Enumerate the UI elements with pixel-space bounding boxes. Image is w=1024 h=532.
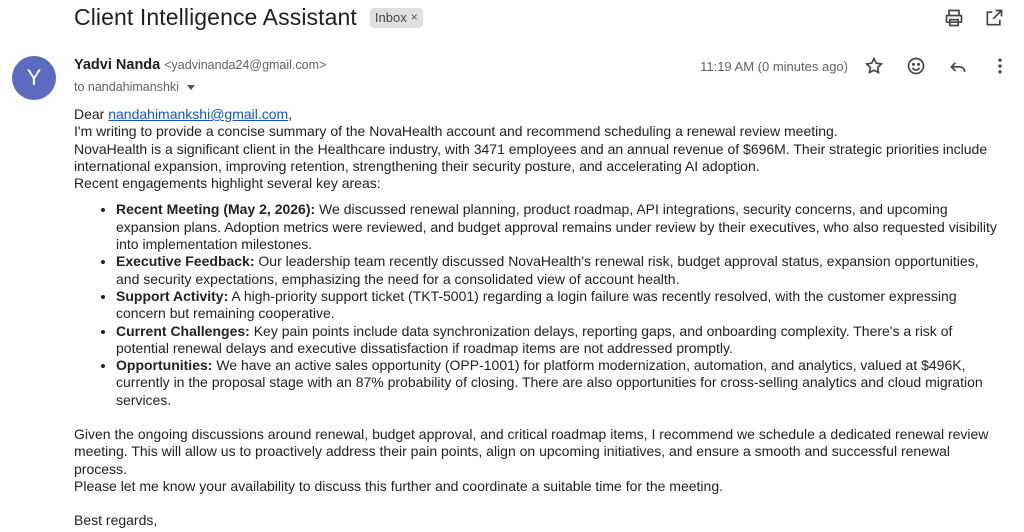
inbox-label-chip[interactable]	[370, 8, 423, 28]
list-item-text: We discussed renewal planning, product roadmap, API integrations, security concerns, and upcoming expansion plans. Adoption metrics were reviewed, and budget approval remains under review by their executives, who also requested visibility into implementation milestones.	[116, 201, 997, 253]
list-item-title: Support Activity:	[116, 287, 229, 304]
greeting-suffix: ,	[288, 106, 293, 122]
recipient-line	[74, 80, 195, 94]
list-item	[116, 201, 1004, 253]
thread-actions	[944, 8, 1004, 28]
intro-paragraph-1: I'm writing to provide a concise summary of the NovaHealth account and recommend scheduling a renewal review meeting.	[74, 123, 838, 140]
greeting-email-link[interactable]: nandahimankshi@gmail.com	[108, 106, 289, 122]
timestamp: 11:19 AM (0 minutes ago)	[700, 58, 848, 74]
closing-paragraph-1: Given the ongoing discussions around renewal, budget approval, and critical roadmap items, I recommend we schedule a dedicated renewal review meeting. This will allow us to proactively address their pain points, align on upcoming initiatives, and ensure a smooth and successful renewal process.	[74, 426, 989, 477]
reply-icon[interactable]	[948, 56, 968, 76]
list-item	[116, 288, 1004, 323]
intro-paragraph-3: Recent engagements highlight several key areas:	[74, 175, 381, 192]
show-details-chevron-down-icon[interactable]	[187, 85, 195, 90]
greeting-prefix: Dear	[74, 106, 109, 122]
signoff: Best regards,	[74, 512, 158, 529]
sender-line	[74, 57, 326, 73]
emoji-reaction-icon[interactable]	[906, 56, 926, 76]
spacer	[74, 409, 1004, 426]
key-areas-list	[116, 201, 1004, 409]
list-item-text: We have an active sales opportunity (OPP-1001) for platform modernization, automation, and analytics, valued at $496K, currently in the proposal stage with an 87% probability of closing. There are also opportunities for cross-selling analytics and cloud migration services.	[116, 357, 983, 408]
inbox-label-text: Inbox	[374, 9, 407, 25]
star-icon[interactable]	[864, 56, 884, 76]
list-item-text: Our leadership team recently discussed NovaHealth's renewal risk, budget approval status, expansion opportunities, and security expectations, emphasizing the need for a consolidated view of account health.	[116, 253, 979, 287]
print-icon[interactable]	[944, 8, 964, 28]
subject-row	[74, 4, 423, 31]
intro-paragraph-2: NovaHealth is a significant client in the Healthcare industry, with 3471 employees and an annual revenue of $696M. Their strategic priorities include international expansion, improving retention, strengthening their security posture, and accelerating AI adoption.	[74, 140, 988, 174]
sender-email: <yadvinanda24@gmail.com>	[164, 58, 327, 72]
sender-name[interactable]: Yadvi Nanda	[74, 57, 161, 73]
message-actions	[700, 56, 1010, 76]
list-item	[116, 323, 1004, 358]
list-item-title: Current Challenges:	[116, 322, 250, 339]
open-in-new-window-icon[interactable]	[984, 8, 1004, 28]
list-item-title: Recent Meeting (May 2, 2026):	[116, 201, 316, 218]
sender-avatar: Y	[12, 56, 56, 100]
list-item	[116, 253, 1004, 288]
recipient-text: to nandahimanshki	[74, 80, 179, 94]
list-item-title: Executive Feedback:	[116, 253, 255, 270]
spacer	[74, 495, 1004, 512]
list-item-title: Opportunities:	[116, 357, 213, 374]
more-vertical-icon[interactable]	[990, 56, 1010, 76]
list-item-text: A high-priority support ticket (TKT-5001) regarding a login failure was recently resolved, with the customer expressing concern but remaining cooperative.	[116, 287, 957, 322]
list-item-text: Key pain points include data synchronization delays, reporting gaps, and onboarding complexity. There's a risk of potential renewal delays and executive dissatisfaction if roadmap items are not addressed promptly.	[116, 322, 953, 356]
message-body	[74, 106, 1004, 530]
greeting	[74, 106, 1004, 123]
remove-label-icon[interactable]: ×	[410, 10, 418, 24]
email-subject: Client Intelligence Assistant	[74, 4, 357, 30]
list-item	[116, 357, 1004, 409]
closing-paragraph-2: Please let me know your availability to discuss this further and coordinate a suitable time for the meeting.	[74, 477, 723, 494]
